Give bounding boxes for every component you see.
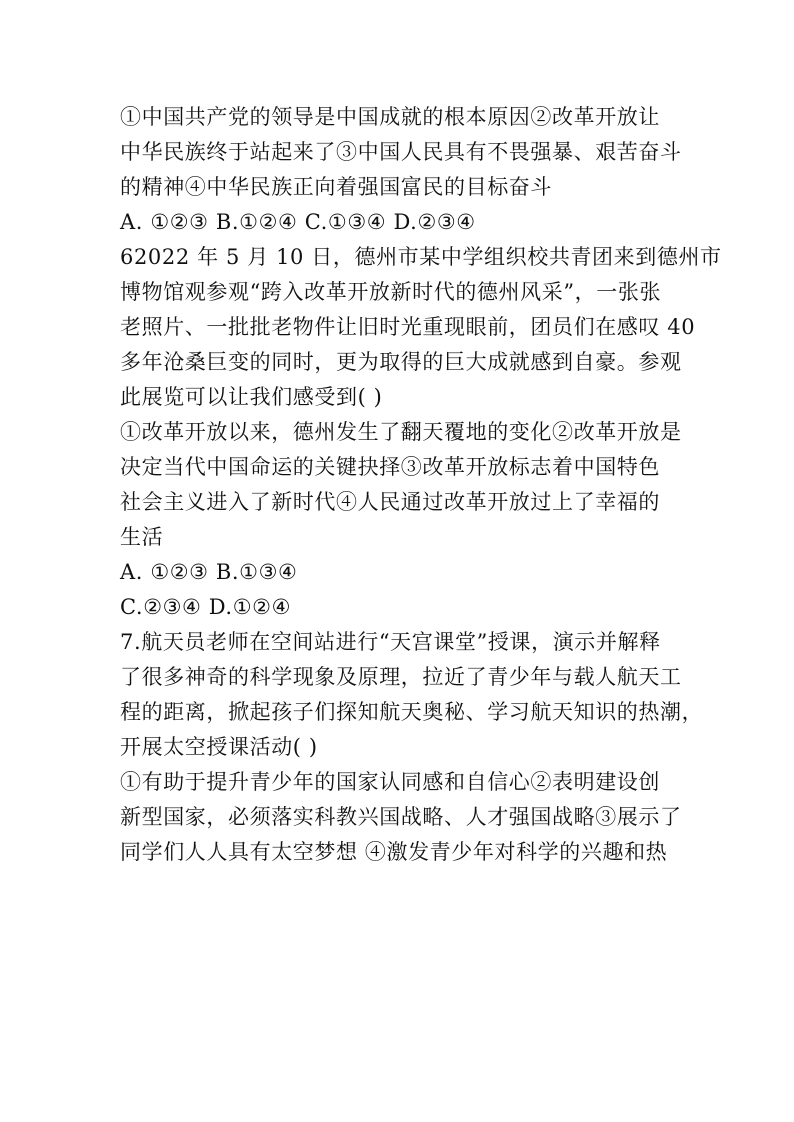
text-line: ①改革开放以来，德州发生了翻天覆地的变化②改革开放是 [120,420,682,444]
question-7-text: 7.航天员老师在空间站进行“天宫课堂”授课，演示并解释 [120,630,661,654]
text-line: 程的距离，掀起孩子们探知航天奥秘、学习航天知识的热潮， [120,700,704,724]
text-line: 生活 [120,525,164,549]
text-line: 新型国家，必须落实科教兴国战略、人才强国战略③展示了 [120,805,682,829]
answer-options: C.②③④ D.①②④ [120,595,291,619]
text-line: 同学们人人具有太空梦想 ④激发青少年对科学的兴趣和热 [120,840,668,864]
document-body [120,100,722,870]
text-line: 开展太空授课活动( ) [120,735,318,759]
text-line: 多年沧桑巨变的同时，更为取得的巨大成就感到自豪。参观 [120,350,682,374]
text-line: 了很多神奇的科学现象及原理，拉近了青少年与载人航天工 [120,665,682,689]
text-line: 中华民族终于站起来了③中国人民具有不畏强暴、艰苦奋斗 [120,140,682,164]
text-line: 博物馆观参观“跨入改革开放新时代的德州风采”，一张张 [120,280,662,304]
text-line: 的精神④中华民族正向着强国富民的目标奋斗 [120,175,552,199]
answer-options: A. ①②③ B.①③④ [120,560,298,584]
question-6-text: 62022 年 5 月 10 日，德州市某中学组织校共青团来到德州市 [120,245,722,269]
text-line: 此展览可以让我们感受到( ) [120,385,383,409]
answer-options: A. ①②③ B.①②④ C.①③④ D.②③④ [120,210,476,234]
text-line: ①有助于提升青少年的国家认同感和自信心②表明建设创 [120,770,660,794]
text-line: 社会主义进入了新时代④人民通过改革开放过上了幸福的 [120,490,660,514]
text-line: 决定当代中国命运的关键抉择③改革开放标志着中国特色 [120,455,660,479]
text-line: 老照片、一批批老物件让旧时光重现眼前，团员们在感叹 40 [120,315,696,339]
text-line: ①中国共产党的领导是中国成就的根本原因②改革开放让 [120,105,660,129]
